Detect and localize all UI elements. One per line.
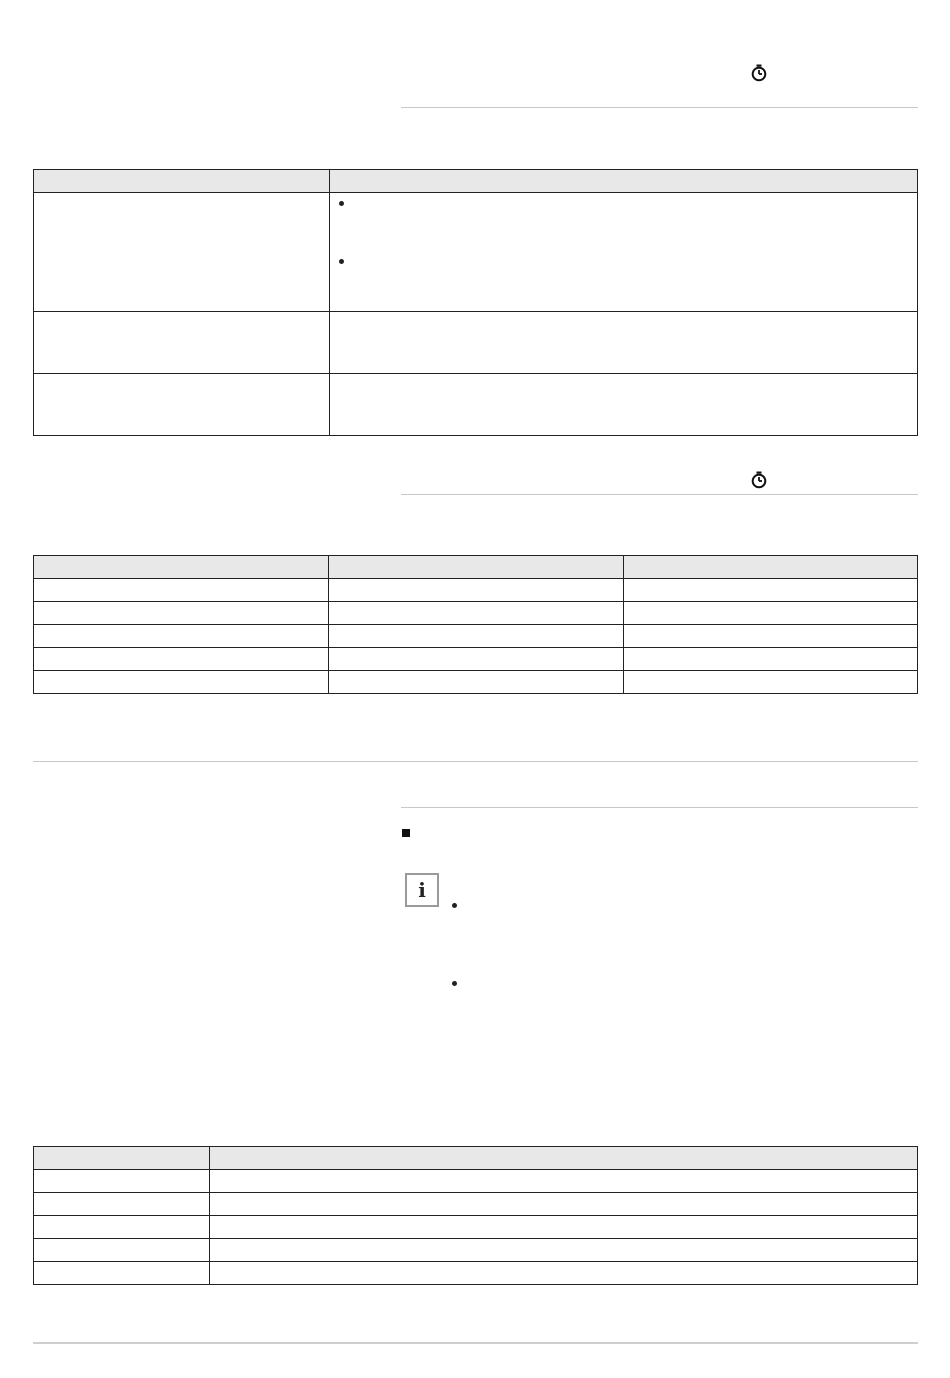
table-cell [329, 579, 624, 602]
table-cell [329, 602, 624, 625]
table-header-cell [624, 556, 918, 579]
table-cell [624, 648, 918, 671]
info-icon-letter: i [418, 878, 426, 902]
table-row [34, 602, 918, 625]
table-header-cell [329, 556, 624, 579]
table-header-cell [330, 170, 918, 193]
table-row [34, 579, 918, 602]
table-row [34, 1193, 918, 1216]
table-header-cell [34, 556, 329, 579]
list-bullet [339, 201, 344, 206]
table-row [34, 625, 918, 648]
table-cell [34, 602, 329, 625]
table-cell [210, 1216, 918, 1239]
table-2 [33, 555, 918, 694]
table-header-cell [210, 1147, 918, 1170]
table-header-row [34, 556, 918, 579]
table-cell [210, 1239, 918, 1262]
table-header-row [34, 1147, 918, 1170]
table-cell [624, 625, 918, 648]
section-divider [401, 494, 918, 495]
table-cell [34, 312, 330, 374]
table-row [34, 193, 918, 312]
stopwatch-icon [750, 64, 768, 82]
table-cell [624, 579, 918, 602]
table-header-row [34, 170, 918, 193]
table-cell [34, 374, 330, 436]
list-bullet [452, 981, 457, 986]
table-row [34, 312, 918, 374]
table-cell [34, 1262, 210, 1285]
table-cell [34, 1239, 210, 1262]
info-icon [405, 873, 439, 907]
table-row [34, 1262, 918, 1285]
table-cell [329, 648, 624, 671]
table-cell [624, 671, 918, 694]
stopwatch-icon [750, 471, 768, 489]
table-cell [330, 374, 918, 436]
table-3 [33, 1146, 918, 1285]
table-header-cell [34, 170, 330, 193]
section-divider [401, 807, 918, 808]
table-cell [34, 1216, 210, 1239]
table-row [34, 1239, 918, 1262]
list-bullet [339, 259, 344, 264]
table-cell [330, 312, 918, 374]
table-cell [34, 671, 329, 694]
table-cell [34, 1193, 210, 1216]
table-row [34, 374, 918, 436]
table-row [34, 1216, 918, 1239]
table-row [34, 671, 918, 694]
table-cell [34, 579, 329, 602]
table-cell [210, 1262, 918, 1285]
footer-divider [33, 1342, 918, 1344]
table-cell [329, 671, 624, 694]
table-row [34, 1170, 918, 1193]
table-cell [329, 625, 624, 648]
page-divider [33, 761, 918, 762]
table-cell [34, 1170, 210, 1193]
section-divider [401, 107, 918, 108]
table-row [34, 648, 918, 671]
table-1 [33, 169, 918, 436]
table-cell [210, 1170, 918, 1193]
table-cell [34, 625, 329, 648]
table-cell [34, 193, 330, 312]
table-cell [34, 648, 329, 671]
table-cell [210, 1193, 918, 1216]
table-cell [330, 193, 918, 312]
table-header-cell [34, 1147, 210, 1170]
square-bullet [402, 829, 410, 837]
list-bullet [452, 903, 457, 908]
table-cell [624, 602, 918, 625]
